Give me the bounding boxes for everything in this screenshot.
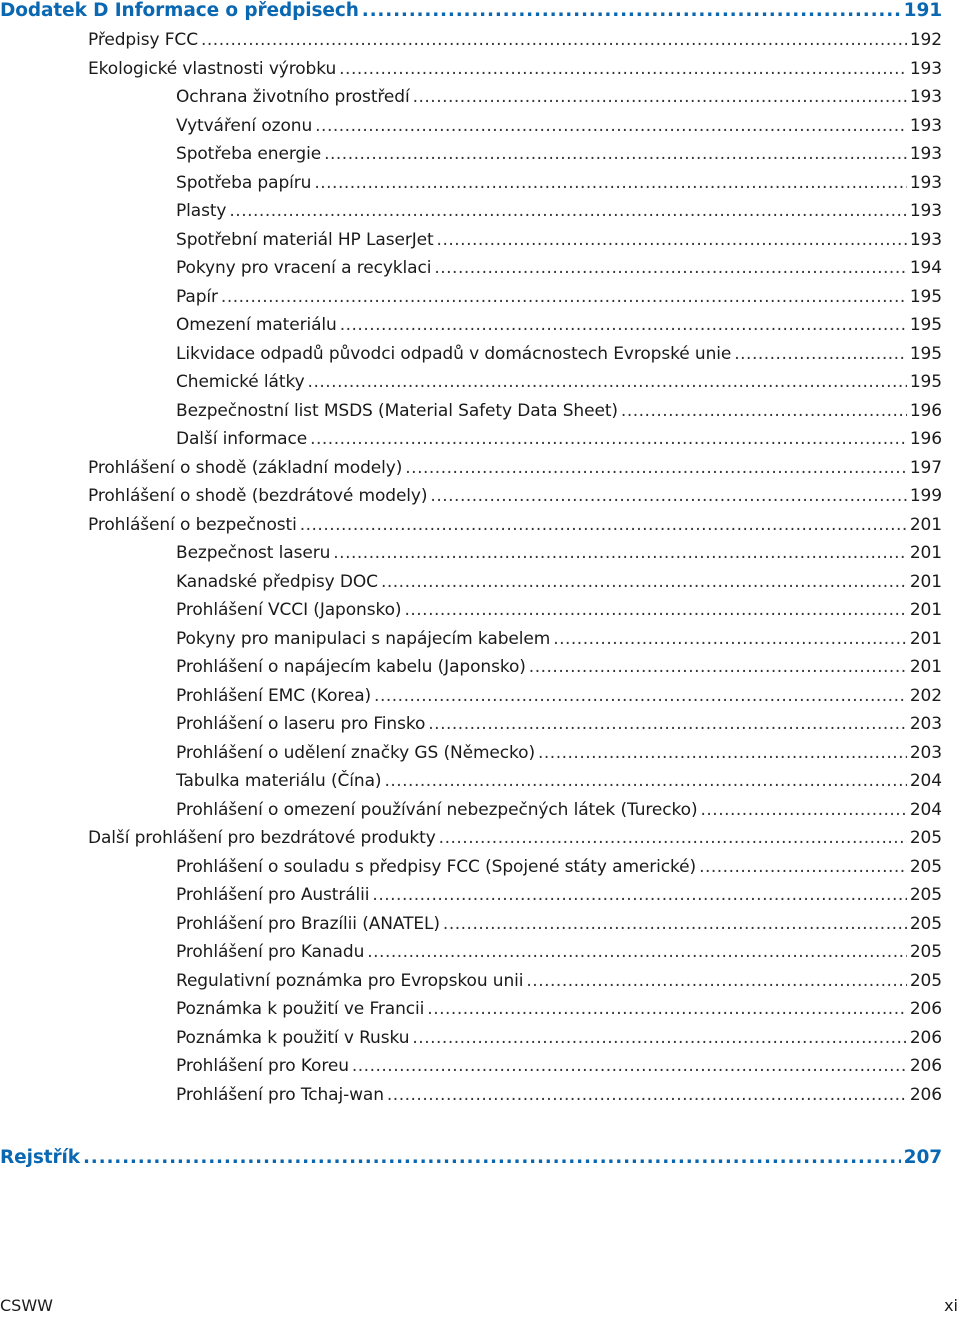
dot-leader [427,999,907,1019]
toc-entry[interactable] [176,230,942,250]
toc-entry[interactable] [176,714,942,734]
toc-entry[interactable] [176,201,942,221]
toc-entry-title: Pokyny pro manipulaci s napájecím kabelem [176,629,551,649]
dot-leader [413,87,907,107]
dot-leader [221,287,907,307]
dot-leader [83,1147,901,1168]
toc-entry-page: 203 [909,714,942,734]
toc-entry-page: 205 [909,971,942,991]
dot-leader [362,0,901,21]
toc-entry-page: 205 [909,857,942,877]
toc-entry[interactable] [176,1028,942,1048]
toc-entry-title: Prohlášení o shodě (bezdrátové modely) [88,486,428,506]
dot-leader [372,885,906,905]
toc-entry-title: Prohlášení o napájecím kabelu (Japonsko) [176,657,526,677]
dot-leader [310,429,907,449]
dot-leader [553,629,907,649]
toc-entry-title: Plasty [176,201,227,221]
toc-appendix-heading[interactable] [0,0,942,21]
toc-entry[interactable] [176,1056,942,1076]
toc-entry-title: Prohlášení pro Kanadu [176,942,365,962]
toc-entry-title: Ochrana životního prostředí [176,87,410,107]
dot-leader [300,515,907,535]
toc-entry-page: 206 [909,1085,942,1105]
toc-entry-title: Prohlášení o bezpečnosti [88,515,297,535]
toc-entry-title: Prohlášení o laseru pro Finsko [176,714,426,734]
dot-leader [201,30,907,50]
toc-entry-title: Vytváření ozonu [176,116,313,136]
toc-entry-title: Další informace [176,429,308,449]
toc-entry[interactable] [176,429,942,449]
toc-entry[interactable] [176,999,942,1019]
footer-left-label: CSWW [0,1296,53,1315]
toc-entry-title: Bezpečnostní list MSDS (Material Safety Data Sheet) [176,401,618,421]
dot-leader [412,1028,906,1048]
toc-entry-page: 201 [909,572,942,592]
toc-entry[interactable] [176,1085,942,1105]
toc-appendix-title: Dodatek D Informace o předpisech [0,0,359,21]
dot-leader [405,458,907,478]
dot-leader [621,401,907,421]
toc-entry[interactable] [176,686,942,706]
toc-entry-page: 193 [909,59,942,79]
dot-leader [734,344,907,364]
toc-entry-title: Omezení materiálu [176,315,337,335]
toc-entry[interactable] [176,87,942,107]
toc-entry-page: 201 [909,629,942,649]
dot-leader [387,1085,907,1105]
toc-entry[interactable] [176,572,942,592]
dot-leader [374,686,907,706]
dot-leader [437,230,907,250]
dot-leader [404,600,906,620]
dot-leader [538,743,907,763]
toc-entry-page: 196 [909,401,942,421]
toc-entry[interactable] [176,144,942,164]
toc-entry-title: Prohlášení EMC (Korea) [176,686,372,706]
toc-entry-page: 195 [909,315,942,335]
dot-leader [340,315,907,335]
toc-entry[interactable] [176,344,942,364]
toc-entry[interactable] [176,287,942,307]
toc-entry[interactable] [176,600,942,620]
toc-entry[interactable] [176,771,942,791]
toc-entry-page: 205 [909,828,942,848]
toc-entry-page: 205 [909,885,942,905]
toc-entry-page: 196 [909,429,942,449]
toc-entry-title: Poznámka k použití ve Francii [176,999,425,1019]
toc-entry-title: Pokyny pro vracení a recyklaci [176,258,432,278]
toc-entry-title: Prohlášení pro Brazílii (ANATEL) [176,914,440,934]
toc-entry-page: 203 [909,743,942,763]
toc-entry-title: Prohlášení o shodě (základní modely) [88,458,403,478]
toc-entry-page: 192 [909,30,942,50]
toc-entry[interactable] [88,59,942,79]
toc-index-heading[interactable] [0,1147,942,1168]
dot-leader [529,657,907,677]
toc-entry-page: 193 [909,116,942,136]
toc-entry-title: Další prohlášení pro bezdrátové produkty [88,828,436,848]
toc-entry-title: Regulativní poznámka pro Evropskou unii [176,971,524,991]
toc-entry[interactable] [176,543,942,563]
toc-entry[interactable] [88,515,942,535]
toc-entry-title: Ekologické vlastnosti výrobku [88,59,337,79]
dot-leader [700,800,906,820]
toc-entry-page: 193 [909,230,942,250]
toc-entry-page: 193 [909,144,942,164]
toc-entry-title: Tabulka materiálu (Čína) [176,771,382,791]
dot-leader [333,543,907,563]
dot-leader [434,258,907,278]
toc-entry-page: 201 [909,515,942,535]
dot-leader [439,828,907,848]
toc-entry-page: 193 [909,87,942,107]
toc-entry-page: 202 [909,686,942,706]
toc-entry-page: 201 [909,600,942,620]
dot-leader [314,173,907,193]
toc-entry[interactable] [176,885,942,905]
toc-entry[interactable] [176,629,942,649]
dot-leader [324,144,907,164]
toc-entry-page: 197 [909,458,942,478]
toc-appendix-page: 191 [903,0,942,21]
toc-entry[interactable] [176,372,942,392]
toc-entry-page: 204 [909,771,942,791]
toc-entry-title: Likvidace odpadů původci odpadů v domácnostech Evropské unie [176,344,732,364]
toc-entry-page: 205 [909,942,942,962]
dot-leader [526,971,906,991]
toc-entry-page: 194 [909,258,942,278]
toc-entry[interactable] [176,315,942,335]
toc-index-page: 207 [903,1147,942,1168]
toc-entry-page: 195 [909,344,942,364]
dot-leader [339,59,907,79]
toc-entry[interactable] [176,857,942,877]
toc-entry[interactable] [176,173,942,193]
toc-entry-title: Prohlášení pro Koreu [176,1056,349,1076]
toc-entry[interactable] [176,258,942,278]
toc-entry-page: 193 [909,201,942,221]
dot-leader [367,942,907,962]
toc-entry-title: Poznámka k použití v Rusku [176,1028,410,1048]
toc-entry[interactable] [176,914,942,934]
toc-entry-page: 204 [909,800,942,820]
toc-entry[interactable] [88,30,942,50]
toc-entry-title: Spotřeba energie [176,144,322,164]
toc-entry-page: 206 [909,1056,942,1076]
toc-entry-page: 199 [909,486,942,506]
dot-leader [308,372,907,392]
dot-leader [699,857,907,877]
toc-entry[interactable] [176,800,942,820]
toc-entry[interactable] [176,657,942,677]
toc-entry[interactable] [88,458,942,478]
toc-index-title: Rejstřík [0,1147,80,1168]
toc-entry-title: Prohlášení VCCI (Japonsko) [176,600,402,620]
dot-leader [430,486,906,506]
toc-entry[interactable] [88,828,942,848]
toc-entry-page: 195 [909,287,942,307]
toc-entry[interactable] [176,942,942,962]
toc-entry-title: Prohlášení pro Austrálii [176,885,370,905]
dot-leader [428,714,907,734]
dot-leader [384,771,906,791]
dot-leader [381,572,907,592]
toc-entry-page: 195 [909,372,942,392]
toc-entry-page: 205 [909,914,942,934]
toc-entry-page: 206 [909,999,942,1019]
toc-entry-title: Prohlášení o souladu s předpisy FCC (Spojené státy americké) [176,857,697,877]
toc-entry-page: 201 [909,657,942,677]
toc-entry-title: Předpisy FCC [88,30,198,50]
toc-entry-page: 201 [909,543,942,563]
toc-entry-page: 193 [909,173,942,193]
toc-entry-title: Bezpečnost laseru [176,543,331,563]
toc-entry-title: Spotřební materiál HP LaserJet [176,230,434,250]
toc-entry[interactable] [176,116,942,136]
toc-entry-title: Chemické látky [176,372,305,392]
toc-entry-title: Prohlášení o udělení značky GS (Německo) [176,743,535,763]
toc-entry-title: Prohlášení o omezení používání nebezpečných látek (Turecko) [176,800,698,820]
toc-entry[interactable] [176,971,942,991]
dot-leader [443,914,907,934]
toc-entry[interactable] [176,401,942,421]
toc-entry-title: Prohlášení pro Tchaj-wan [176,1085,384,1105]
toc-entry[interactable] [176,743,942,763]
dot-leader [229,201,906,221]
dot-leader [315,116,907,136]
toc-entry-title: Kanadské předpisy DOC [176,572,378,592]
toc-entry-title: Papír [176,287,218,307]
footer-page-number: xi [944,1296,958,1315]
toc-entry-title: Spotřeba papíru [176,173,312,193]
toc-entry[interactable] [88,486,942,506]
dot-leader [352,1056,907,1076]
toc-entry-page: 206 [909,1028,942,1048]
